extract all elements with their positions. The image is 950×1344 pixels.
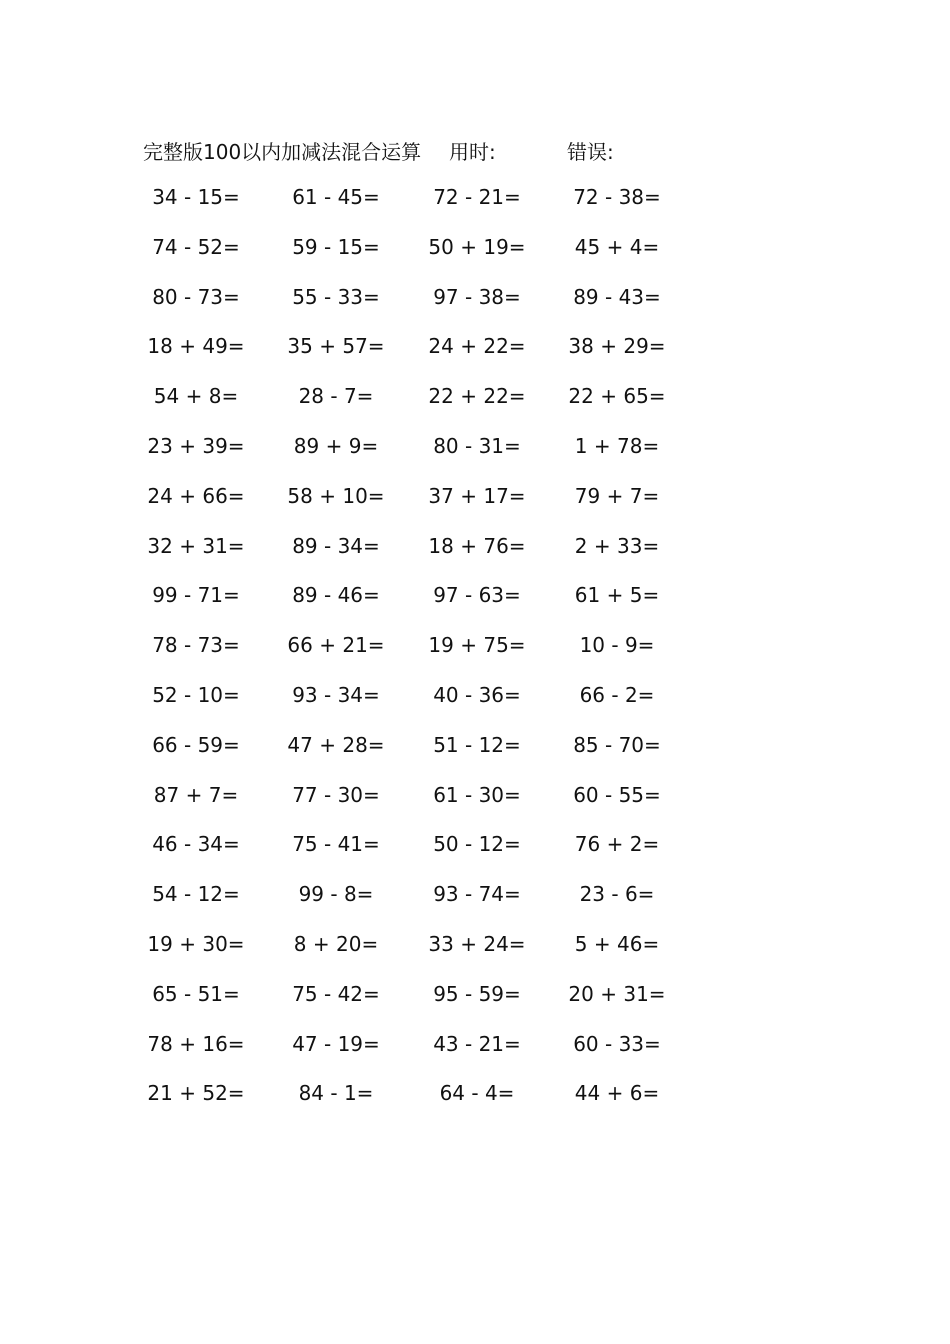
math-problem: 64 - 4= xyxy=(439,1081,515,1106)
math-problem: 18 + 76= xyxy=(428,533,526,558)
problem-row xyxy=(0,882,950,932)
math-problem: 43 - 21= xyxy=(433,1031,521,1056)
math-problem: 50 + 19= xyxy=(428,234,526,259)
math-problem: 51 - 12= xyxy=(433,732,521,757)
math-problem: 59 - 15= xyxy=(292,234,380,259)
math-problem: 74 - 52= xyxy=(152,234,240,259)
math-problem: 44 + 6= xyxy=(574,1081,660,1106)
math-problem: 89 - 43= xyxy=(573,284,661,309)
math-problem: 89 - 34= xyxy=(292,533,380,558)
math-problem: 1 + 78= xyxy=(574,433,660,458)
problem-row xyxy=(0,484,950,534)
math-problem: 72 - 21= xyxy=(433,185,521,209)
math-problem: 2 + 33= xyxy=(574,533,660,558)
math-problem: 65 - 51= xyxy=(152,981,240,1006)
math-problem: 55 - 33= xyxy=(292,284,380,309)
math-problem: 8 + 20= xyxy=(293,931,379,956)
math-problem: 32 + 31= xyxy=(147,533,245,558)
math-problem: 99 - 8= xyxy=(298,882,374,907)
math-problem: 18 + 49= xyxy=(147,334,245,359)
problem-row xyxy=(0,783,950,833)
math-problem: 46 - 34= xyxy=(152,832,240,857)
worksheet-header xyxy=(0,136,950,166)
math-problem: 93 - 74= xyxy=(433,882,521,907)
math-problem: 75 - 42= xyxy=(292,981,380,1006)
math-problem: 33 + 24= xyxy=(428,931,526,956)
math-problem: 47 - 19= xyxy=(292,1031,380,1056)
problem-row xyxy=(0,334,950,384)
math-problem: 89 + 9= xyxy=(293,433,379,458)
problem-row xyxy=(0,683,950,733)
math-problem: 80 - 73= xyxy=(152,284,240,309)
problem-row xyxy=(0,982,950,1032)
time-used-label: 用时: xyxy=(449,140,496,164)
math-problem: 79 + 7= xyxy=(574,483,660,508)
math-problem: 60 - 33= xyxy=(573,1031,661,1056)
math-problem: 66 - 2= xyxy=(579,682,655,707)
math-problem: 21 + 52= xyxy=(147,1081,245,1106)
math-problem: 84 - 1= xyxy=(298,1081,374,1106)
math-problem: 23 - 6= xyxy=(579,882,655,907)
math-problem: 22 + 65= xyxy=(568,384,666,409)
math-problem: 80 - 31= xyxy=(433,433,521,458)
math-problem: 75 - 41= xyxy=(292,832,380,857)
math-problem: 54 + 8= xyxy=(153,384,239,409)
problem-row xyxy=(0,285,950,335)
math-problem: 45 + 4= xyxy=(574,234,660,259)
problem-row xyxy=(0,1081,950,1131)
math-problem: 20 + 31= xyxy=(568,981,666,1006)
math-problem: 28 - 7= xyxy=(298,384,374,409)
math-problem: 54 - 12= xyxy=(152,882,240,907)
problem-row xyxy=(0,1032,950,1082)
math-problem: 52 - 10= xyxy=(152,682,240,707)
math-problem: 66 + 21= xyxy=(287,633,385,658)
math-problem: 47 + 28= xyxy=(287,732,385,757)
math-problem: 37 + 17= xyxy=(428,483,526,508)
problem-row xyxy=(0,534,950,584)
math-problem: 35 + 57= xyxy=(287,334,385,359)
problem-row xyxy=(0,733,950,783)
math-problem: 89 - 46= xyxy=(292,583,380,608)
math-problem: 61 - 30= xyxy=(433,782,521,807)
math-problem: 38 + 29= xyxy=(568,334,666,359)
problem-row xyxy=(0,185,950,235)
math-problem: 95 - 59= xyxy=(433,981,521,1006)
problem-row xyxy=(0,434,950,484)
math-problem: 61 + 5= xyxy=(574,583,660,608)
math-problem: 50 - 12= xyxy=(433,832,521,857)
math-problem: 34 - 15= xyxy=(152,185,240,209)
math-problem: 24 + 66= xyxy=(147,483,245,508)
worksheet-title: 完整版100以内加减法混合运算 xyxy=(143,140,422,164)
math-problem: 19 + 75= xyxy=(428,633,526,658)
math-problem: 97 - 38= xyxy=(433,284,521,309)
math-problem: 22 + 22= xyxy=(428,384,526,409)
problem-grid xyxy=(0,185,950,1131)
math-problem: 76 + 2= xyxy=(574,832,660,857)
problem-row xyxy=(0,832,950,882)
math-problem: 5 + 46= xyxy=(574,931,660,956)
math-problem: 87 + 7= xyxy=(153,782,239,807)
math-problem: 99 - 71= xyxy=(152,583,240,608)
error-count-label: 错误: xyxy=(567,140,614,164)
math-problem: 93 - 34= xyxy=(292,682,380,707)
problem-row xyxy=(0,235,950,285)
math-problem: 40 - 36= xyxy=(433,682,521,707)
math-problem: 23 + 39= xyxy=(147,433,245,458)
math-problem: 19 + 30= xyxy=(147,931,245,956)
math-problem: 72 - 38= xyxy=(573,185,661,209)
math-problem: 66 - 59= xyxy=(152,732,240,757)
problem-row xyxy=(0,633,950,683)
math-problem: 85 - 70= xyxy=(573,732,661,757)
math-problem: 60 - 55= xyxy=(573,782,661,807)
math-problem: 77 - 30= xyxy=(292,782,380,807)
math-problem: 97 - 63= xyxy=(433,583,521,608)
math-problem: 78 + 16= xyxy=(147,1031,245,1056)
math-problem: 61 - 45= xyxy=(292,185,380,209)
math-problem: 78 - 73= xyxy=(152,633,240,658)
problem-row xyxy=(0,583,950,633)
problem-row xyxy=(0,384,950,434)
math-problem: 10 - 9= xyxy=(579,633,655,658)
math-problem: 58 + 10= xyxy=(287,483,385,508)
math-problem: 24 + 22= xyxy=(428,334,526,359)
problem-row xyxy=(0,932,950,982)
